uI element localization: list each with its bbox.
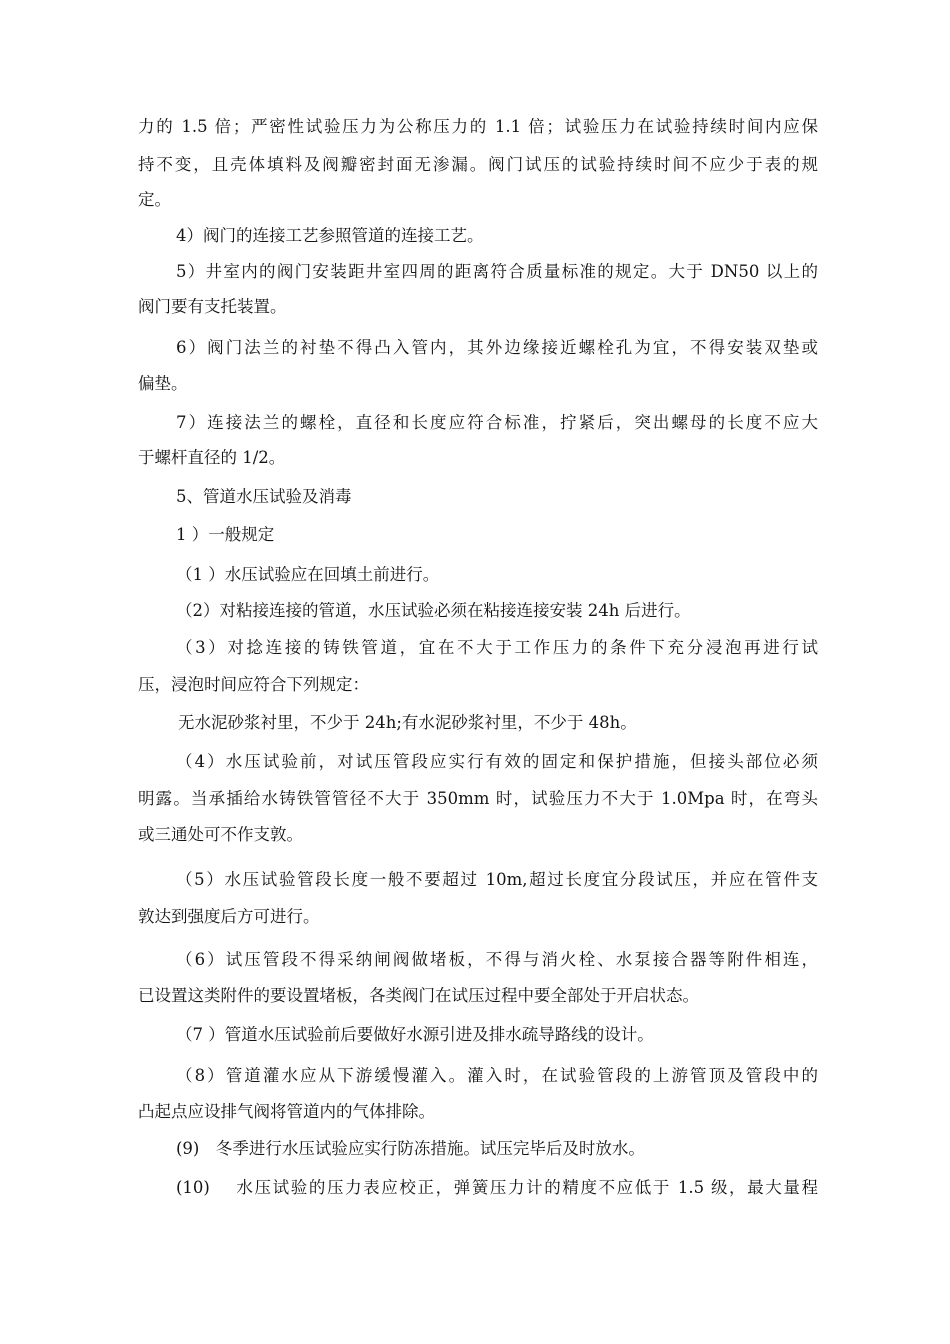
text-line: 偏垫。 — [138, 374, 188, 393]
section-heading: 5、管道水压试验及消毒 — [176, 487, 352, 506]
text-line: 定。 — [138, 190, 171, 209]
text-line: 明露。当承插给水铸铁管管径不大于 350mm 时，试验压力不大于 1.0Mpa 时，在弯头 — [138, 789, 818, 808]
text-line: 阀门要有支托装置。 — [138, 297, 287, 316]
text-line: 已设置这类附件的要设置堵板，各类阀门在试压过程中要全部处于开启状态。 — [138, 986, 699, 1005]
subsection-heading: 1 ）一般规定 — [176, 525, 275, 544]
text-line: 4）阀门的连接工艺参照管道的连接工艺。 — [176, 226, 484, 245]
text-line: （6）试压管段不得采纳闸阀做堵板，不得与消火栓、水泵接合器等附件相连， — [176, 950, 818, 969]
text-line: （5）水压试验管段长度一般不要超过 10m,超过长度宜分段试压，并应在管件支 — [176, 870, 818, 889]
text-line: 力的 1.5 倍；严密性试验压力为公称压力的 1.1 倍；试验压力在试验持续时间内应保 — [138, 117, 818, 136]
text-line: 凸起点应设排气阀将管道内的气体排除。 — [138, 1102, 435, 1121]
text-line: 6）阀门法兰的衬垫不得凸入管内，其外边缘接近螺栓孔为宜，不得安装双垫或 — [176, 338, 818, 357]
text-line: 压，浸泡时间应符合下列规定： — [138, 675, 369, 694]
text-line: (10) 水压试验的压力表应校正，弹簧压力计的精度不应低于 1.5 级，最大量程 — [176, 1178, 818, 1197]
text-line: 5）井室内的阀门安装距井室四周的距离符合质量标准的规定。大于 DN50 以上的 — [176, 262, 818, 281]
text-line: （2）对粘接连接的管道，水压试验必须在粘接连接安装 24h 后进行。 — [176, 601, 691, 620]
text-line: 7）连接法兰的螺栓，直径和长度应符合标准，拧紧后，突出螺母的长度不应大 — [176, 413, 818, 432]
text-line: 敦达到强度后方可进行。 — [138, 907, 320, 926]
text-line: 持不变，且壳体填料及阀瓣密封面无渗漏。阀门试压的试验持续时间不应少于表的规 — [138, 155, 818, 174]
text-line: 或三通处可不作支敦。 — [138, 825, 303, 844]
text-line: （4）水压试验前，对试压管段应实行有效的固定和保护措施，但接头部位必须 — [176, 752, 818, 771]
text-line: （7 ）管道水压试验前后要做好水源引进及排水疏导路线的设计。 — [176, 1025, 654, 1044]
text-line: （8）管道灌水应从下游缓慢灌入。灌入时，在试验管段的上游管顶及管段中的 — [176, 1066, 818, 1085]
text-line: 无水泥砂浆衬里，不少于 24h;有水泥砂浆衬里，不少于 48h。 — [178, 713, 637, 732]
text-line: (9) 冬季进行水压试验应实行防冻措施。试压完毕后及时放水。 — [176, 1139, 645, 1158]
text-line: （1 ）水压试验应在回填土前进行。 — [176, 565, 440, 584]
text-line: （3）对捻连接的铸铁管道，宜在不大于工作压力的条件下充分浸泡再进行试 — [176, 638, 818, 657]
text-line: 于螺杆直径的 1/2。 — [138, 448, 286, 467]
